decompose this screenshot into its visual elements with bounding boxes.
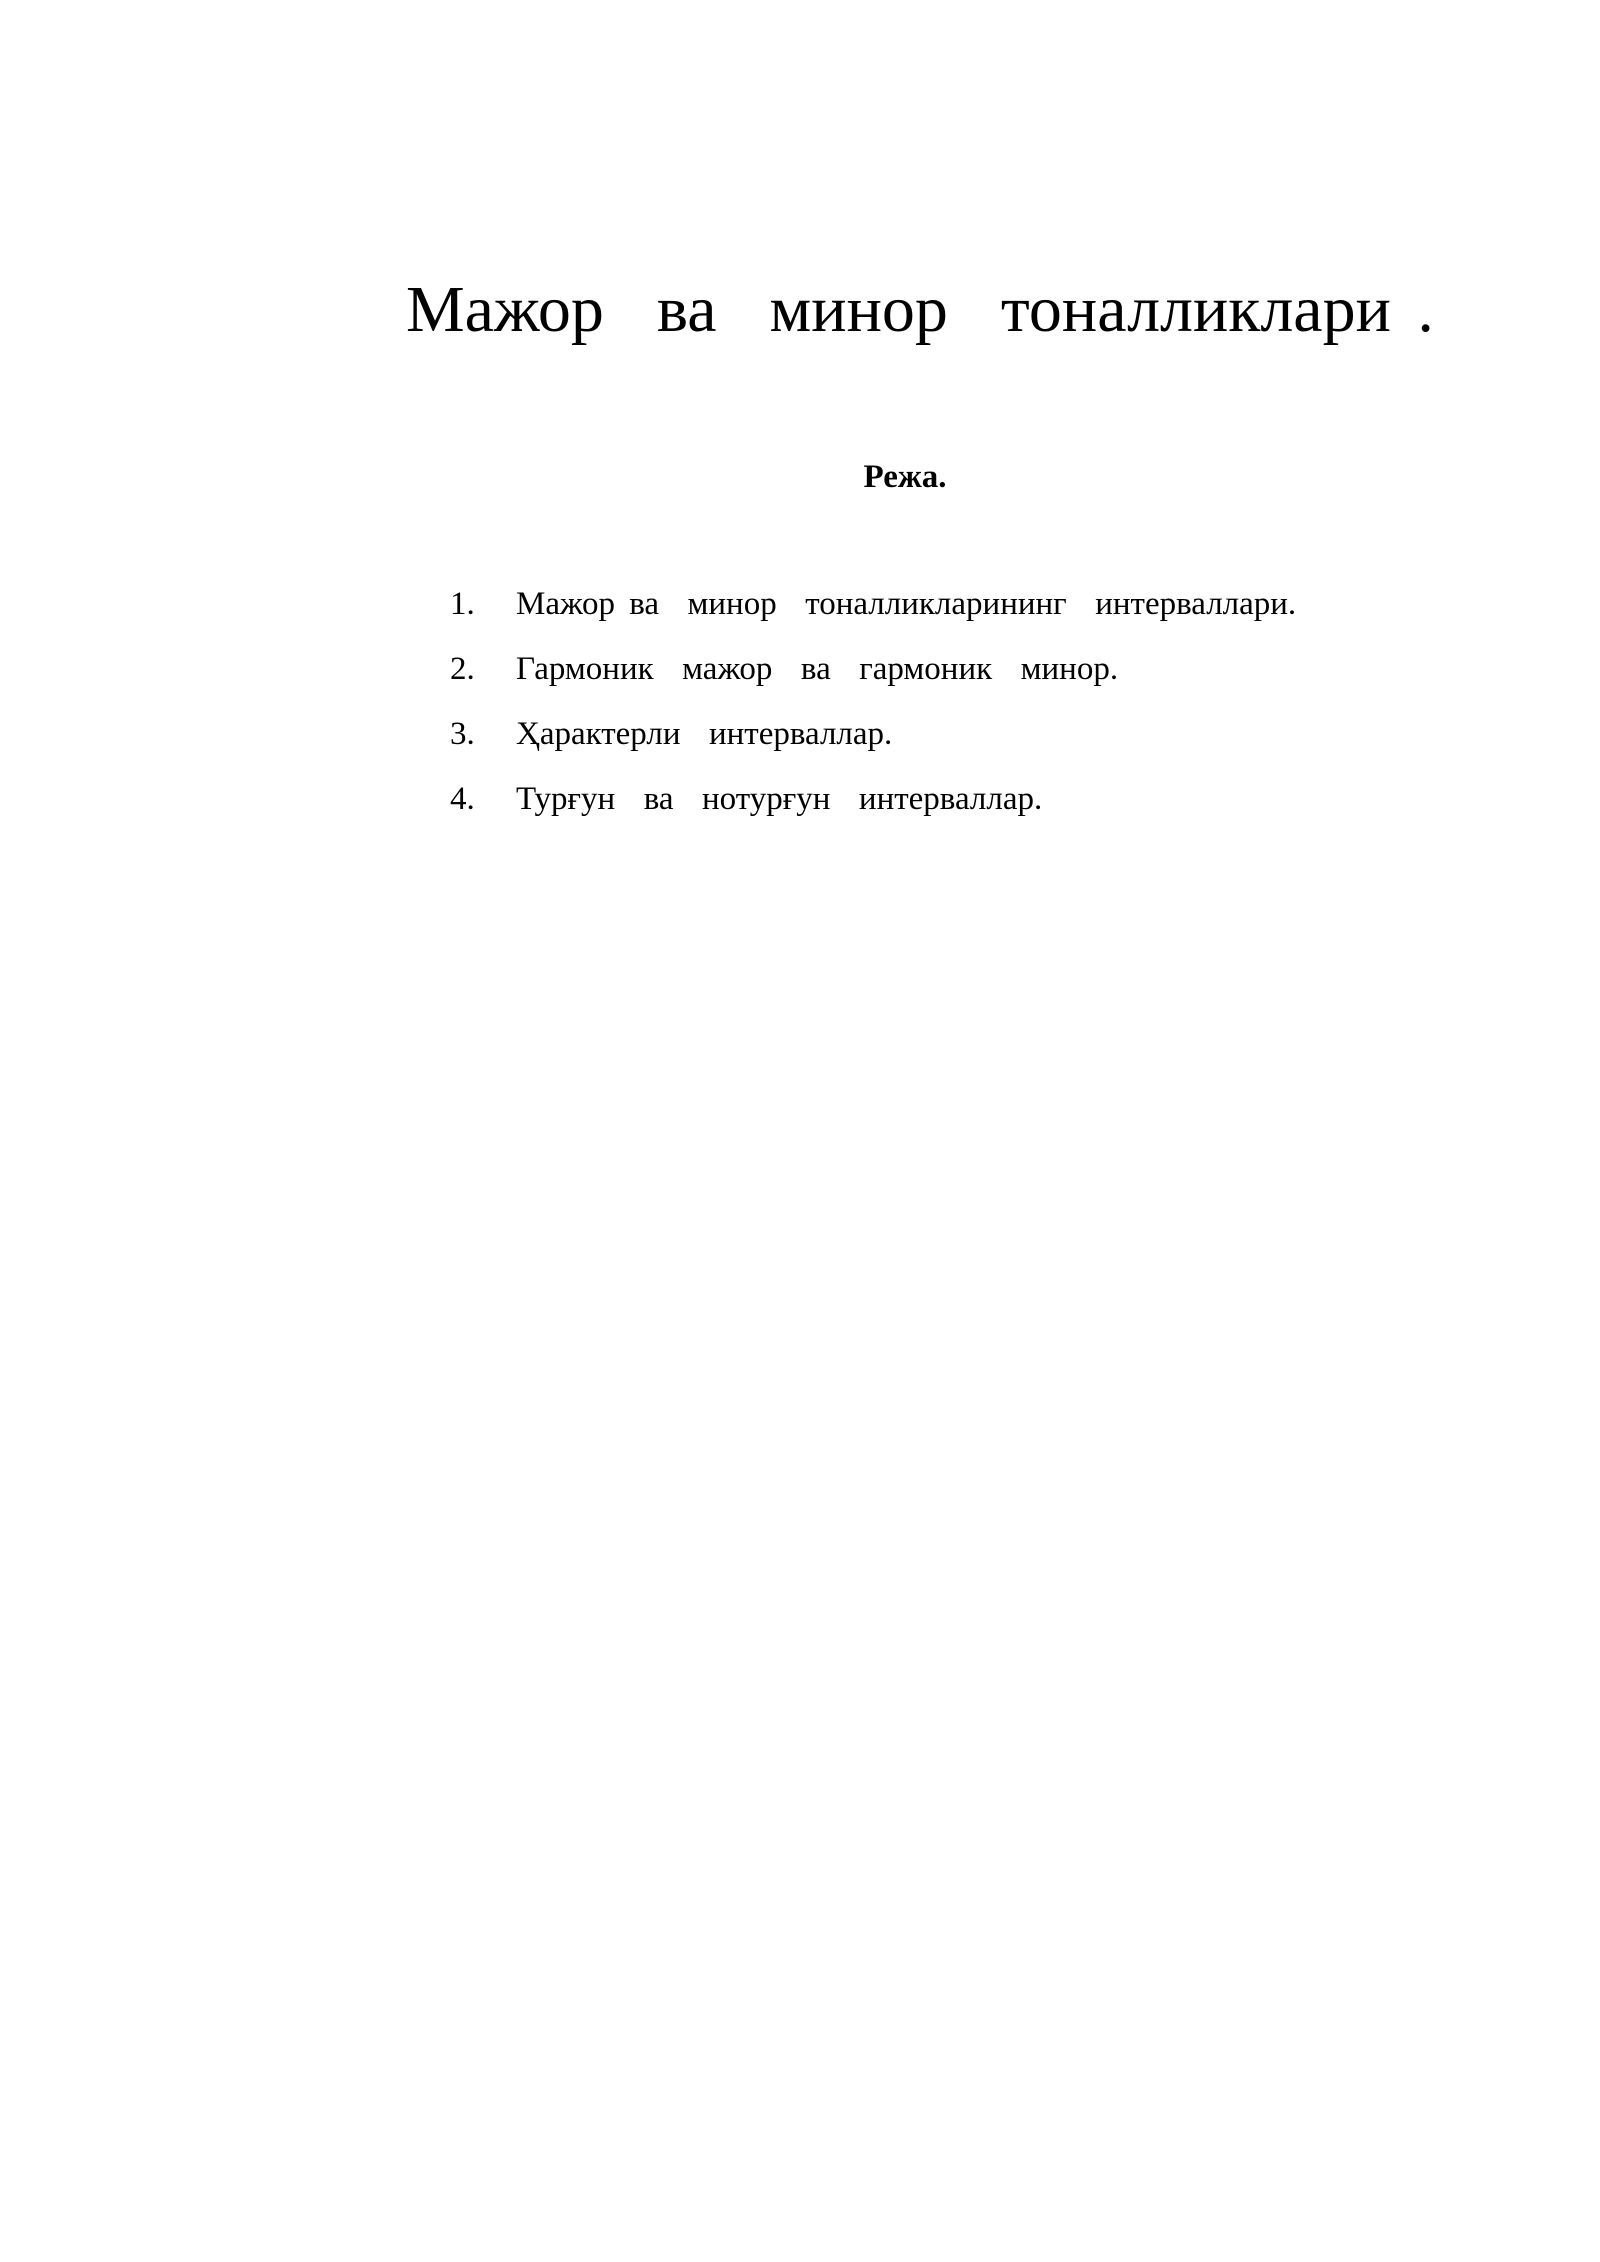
- plan-item-number: 3.: [450, 716, 475, 752]
- plan-item-1: [450, 585, 1296, 650]
- plan-item-4: [450, 780, 1296, 845]
- plan-list: [450, 585, 1296, 845]
- plan-item-3: [450, 715, 1296, 780]
- plan-item-text: Турғун ва нотурғун интерваллар.: [516, 781, 1043, 817]
- plan-heading: Режа.: [863, 459, 947, 495]
- document-title: Мажор ва минор тоналликлари .: [406, 273, 1434, 346]
- plan-item-text: Мажор ва минор тоналликларининг интерваллари.: [516, 586, 1297, 622]
- plan-item-text: Гармоник мажор ва гармоник минор.: [516, 651, 1119, 687]
- plan-item-2: [450, 650, 1296, 715]
- plan-item-number: 4.: [450, 781, 475, 817]
- plan-item-number: 1.: [450, 586, 475, 622]
- plan-item-number: 2.: [450, 651, 475, 687]
- plan-item-text: Ҳарактерли интерваллар.: [516, 716, 893, 752]
